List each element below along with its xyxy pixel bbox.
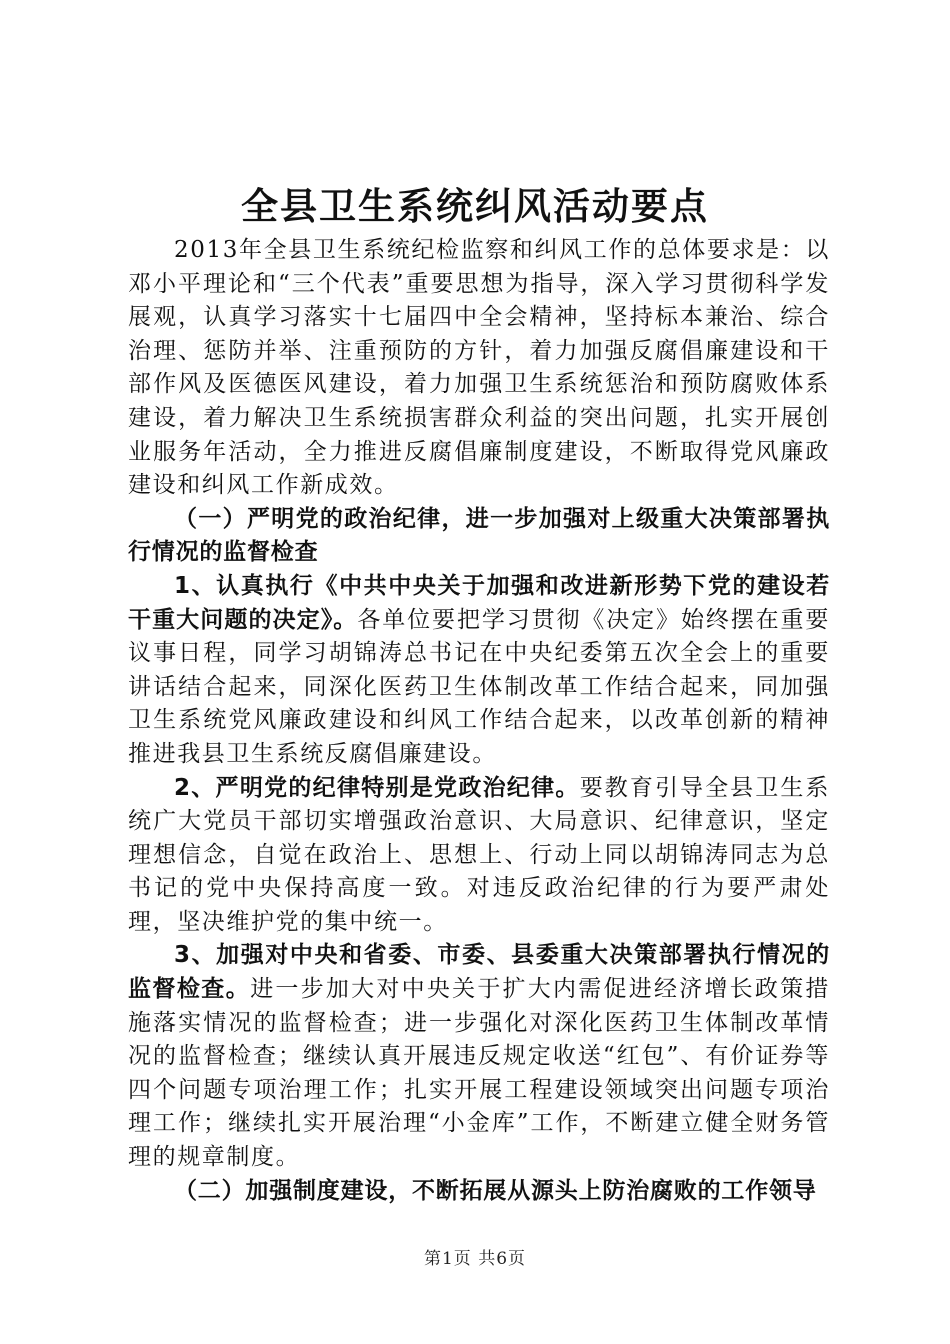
item-paragraph-2 (128, 772, 830, 940)
document-body (128, 234, 830, 1208)
item-paragraph-3 (128, 939, 830, 1174)
section-heading-1: （一）严明党的政治纪律，进一步加强对上级重大决策部署执行情况的监督检查 (128, 505, 830, 566)
item-text-1: 各单位要把学习贯彻《决定》始终摆在重要议事日程，同学习胡锦涛总书记在中央纪委第五次全会上的重要讲话结合起来，同深化医药卫生体制改革工作结合起来，同加强卫生系统党风廉政建设和纠风工作结合起来，以改革创新的精神推进我县卫生系统反腐倡廉建设。 (128, 606, 830, 767)
item-heading-3: 3、加强对中央和省委、市委、县委重大决策部署执行情况的监督检查。 (128, 942, 830, 1003)
item-text-2: 要教育引导全县卫生系统广大党员干部切实增强政治意识、大局意识、纪律意识，坚定理想信念，自觉在政治上、思想上、行动上同以胡锦涛同志为总书记的党中央保持高度一致。对违反政治纪律的行为要严肃处理，坚决维护党的集中统一。 (128, 774, 831, 935)
item-paragraph-1 (128, 570, 830, 772)
item-heading-2: 2、严明党的纪律特别是党政治纪律。 (174, 774, 580, 801)
intro-paragraph: 2013年全县卫生系统纪检监察和纠风工作的总体要求是：以邓小平理论和“三个代表”重要思想为指导，深入学习贯彻科学发展观，认真学习落实十七届四中全会精神，坚持标本兼治、综合治理、惩防并举、注重预防的方针，着力加强反腐倡廉建设和干部作风及医德医风建设，着力加强卫生系统惩治和预防腐败体系建设，着力解决卫生系统损害群众利益的突出问题，扎实开展创业服务年活动，全力推进反腐倡廉制度建设，不断取得党风廉政建设和纠风工作新成效。 (128, 237, 830, 499)
section-heading-2: （二）加强制度建设，不断拓展从源头上防治腐败的工作领导 (174, 1177, 817, 1204)
item-heading-1: 1、认真执行《中共中央关于加强和改进新形势下党的建设若干重大问题的决定》。 (128, 572, 830, 633)
page-footer: 第1页 共6页 (423, 1249, 527, 1269)
document-title: 全县卫生系统纠风活动要点 (241, 185, 709, 228)
item-text-3: 进一步加大对中央关于扩大内需促进经济增长政策措施落实情况的监督检查；进一步强化对深化医药卫生体制改革情况的监督检查；继续认真开展违反规定收送“红包”、有价证券等四个问题专项治理工作；扎实开展工程建设领域突出问题专项治理工作；继续扎实开展治理“小金库”工作，不断建立健全财务管理的规章制度。 (128, 976, 830, 1171)
